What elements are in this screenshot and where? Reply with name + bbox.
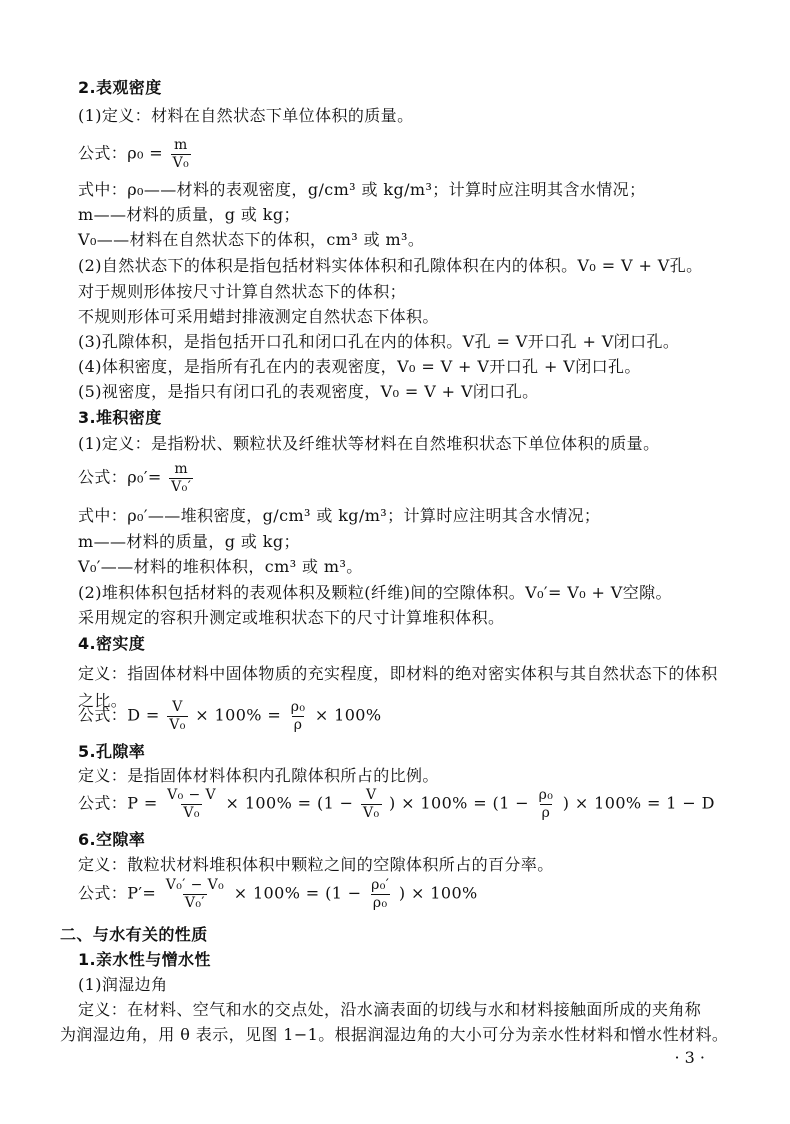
formula-operator: × 100% = (195, 705, 282, 725)
heading-porosity: 5.孔隙率 (78, 742, 146, 761)
fraction (165, 788, 218, 820)
formula-operator: × 100% (314, 705, 382, 725)
formula-operator: ) × 100% = 1 − D (562, 793, 715, 813)
text-line: 定义：是指固体材料体积内孔隙体积所占的比例。 (78, 766, 439, 785)
text-line: m——材料的质量，g 或 kg； (78, 532, 300, 551)
formula-porosity (78, 788, 715, 820)
numerator: V (172, 699, 183, 715)
denominator: V₀ (362, 804, 380, 821)
fraction (169, 462, 193, 494)
formula-label: 公式：D = (78, 705, 160, 725)
text-line: 为润湿边角，用 θ 表示，见图 1−1。根据润湿边角的大小可分为亲水性材料和憎水性材料。 (60, 1025, 729, 1044)
formula-label: 公式：P′= (78, 883, 157, 903)
formula-label: 公式：P = (78, 793, 158, 813)
text-line: 定义：在材料、空气和水的交点处，沿水滴表面的切线与水和材料接触面所成的夹角称 (78, 1000, 702, 1019)
formula-operator: × 100% = (1 − (225, 793, 354, 813)
numerator: V₀ − V (167, 787, 217, 803)
denominator: ρ (293, 716, 303, 733)
text-line: (1)定义：是指粉状、颗粒状及纤维状等材料在自然堆积状态下单位体积的质量。 (78, 434, 660, 453)
denominator: V₀ (169, 716, 186, 733)
text-line: (1)定义：材料在自然状态下单位体积的质量。 (78, 106, 414, 125)
text-line: V₀′——材料的堆积体积，cm³ 或 m³。 (78, 557, 363, 576)
text-line: (5)视密度，是指只有闭口孔的表观密度，V₀ = V + V闭口孔。 (78, 382, 539, 401)
numerator: ρ₀ (290, 699, 306, 715)
formula-operator: ) × 100% = (1 − (389, 793, 530, 813)
formula-operator: ) × 100% (398, 883, 478, 903)
text-line: (3)孔隙体积，是指包括开口孔和闭口孔在内的体积。V孔 = V开口孔 + V闭口孔。 (78, 332, 680, 351)
numerator: m (174, 137, 188, 153)
formula-compactness (78, 700, 382, 732)
formula-void-ratio (78, 878, 478, 910)
numerator: V₀′ − V₀ (165, 877, 225, 893)
denominator: V₀′ (171, 478, 192, 495)
text-line: (4)体积密度，是指所有孔在内的表观密度，V₀ = V + V开口孔 + V闭口孔。 (78, 357, 641, 376)
text-line: (1)润湿边角 (78, 975, 168, 994)
numerator: ρ₀′ (371, 877, 390, 893)
formula-apparent-density (78, 138, 193, 170)
numerator: m (174, 461, 189, 477)
formula-label: 公式：ρ₀′= (78, 467, 162, 487)
heading-compactness: 4.密实度 (78, 634, 146, 653)
denominator: V₀ (183, 804, 200, 821)
heading-water-properties: 二、与水有关的性质 (60, 925, 208, 944)
fraction (164, 878, 226, 910)
fraction (361, 788, 382, 820)
fraction (537, 788, 556, 820)
formula-label: 公式：ρ₀ = (78, 143, 164, 163)
text-line: m——材料的质量，g 或 kg； (78, 205, 300, 224)
text-line: 对于规则形体按尺寸计算自然状态下的体积； (78, 282, 407, 301)
text-line: 不规则形体可采用蜡封排液测定自然状态下体积。 (78, 307, 439, 326)
text-line: 定义：指固体材料中固体物质的充实程度，即材料的绝对密实体积与其自然状态下的体积之比。 (78, 664, 718, 710)
denominator: ρ₀ (372, 894, 388, 911)
heading-apparent-density: 2.表观密度 (78, 78, 162, 97)
heading-hydrophilicity: 1.亲水性与憎水性 (78, 950, 211, 969)
fraction (171, 138, 192, 170)
fraction (369, 878, 391, 910)
page-number: · 3 · (674, 1048, 705, 1067)
text-line: V₀——材料在自然状态下的体积，cm³ 或 m³。 (78, 230, 425, 249)
text-line: 采用规定的容积升测定或堆积状态下的尺寸计算堆积体积。 (78, 608, 505, 627)
text-line: 式中：ρ₀′——堆积密度，g/cm³ 或 kg/m³；计算时应注明其含水情况； (78, 506, 601, 525)
denominator: V₀′ (184, 894, 205, 911)
formula-operator: × 100% = (1 − (233, 883, 362, 903)
formula-bulk-density (78, 462, 195, 494)
text-line: (2)自然状态下的体积是指包括材料实体体积和孔隙体积在内的体积。V₀ = V + V孔。 (78, 256, 703, 275)
text-line: (2)堆积体积包括材料的表观体积及颗粒(纤维)间的空隙体积。V₀′= V₀ + V空隙。 (78, 583, 672, 602)
denominator: ρ (541, 804, 551, 821)
numerator: V (365, 787, 377, 803)
fraction (167, 700, 188, 732)
numerator: ρ₀ (538, 787, 554, 803)
fraction (289, 700, 308, 732)
heading-void-ratio: 6.空隙率 (78, 830, 146, 849)
heading-bulk-density: 3.堆积密度 (78, 408, 162, 427)
text-line: 式中：ρ₀——材料的表观密度，g/cm³ 或 kg/m³；计算时应注明其含水情况； (78, 180, 646, 199)
text-line: 定义：散粒状材料堆积体积中颗粒之间的空隙体积所占的百分率。 (78, 855, 554, 874)
denominator: V₀ (172, 154, 190, 171)
